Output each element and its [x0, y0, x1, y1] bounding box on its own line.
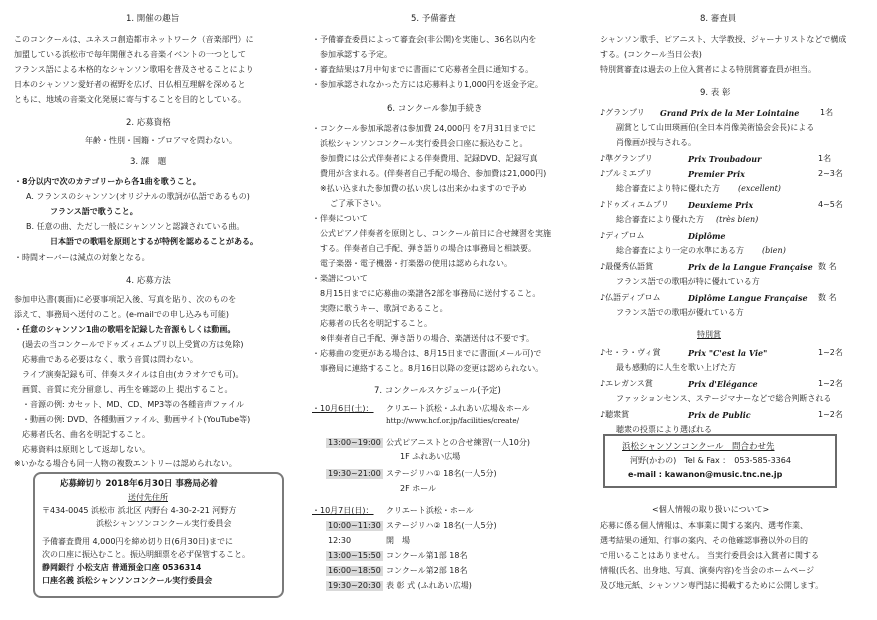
award-french: Prix "C'est la Vie" — [688, 348, 768, 358]
section-2-text: 年齢・性別・国籍・プロアマを問わない。 — [85, 136, 237, 145]
section-7-title: 7. コンクールスケジュール(予定) — [374, 386, 501, 396]
send-to-label: 送付先住所 — [128, 493, 168, 502]
award-count: 1~2名 — [818, 379, 843, 388]
award-desc: フランス語での歌唱が特に優れている方 — [616, 277, 760, 286]
section-5-line: ・審査結果は7月中旬までに書面にて応募者全員に通知する。 — [312, 65, 534, 74]
day1-date: ・10月6日(土)： — [312, 404, 374, 413]
section-4-line: ライブ演奏記録も可、伴奏スタイルは自由(カラオケでも可)。 — [22, 370, 244, 379]
section-2-title: 2. 応募資格 — [126, 118, 171, 128]
section-6-line: 参加費には公式伴奏者による伴奏費用、記録DVD、記録写真 — [320, 154, 538, 163]
account-name: 口座名義 浜松シャンソンコンクール実行委員会 — [42, 576, 213, 585]
section-6-line: ・楽譜について — [312, 274, 368, 283]
section-4-line: 応募資料は原則として返却しない。 — [22, 445, 150, 454]
award-french: Prix de Public — [688, 410, 751, 420]
award-name: ♪聴衆賞 — [600, 410, 630, 419]
award-french: Grand Prix de la Mer Lointaine — [660, 108, 800, 118]
award-count: 2~3名 — [818, 169, 843, 178]
schedule-desc: ステージリハ② 18名(一人5分) — [386, 521, 497, 530]
award-desc: 総合審査により一定の水準にある方 — [616, 246, 744, 255]
day1-venue: クリエート浜松・ふれあい広場＆ホール — [386, 404, 530, 413]
section-1-line: フランス語による本格的なシャンソン歌唱を普及させることにより — [14, 65, 254, 74]
day2-date: ・10月7日(日)： — [312, 506, 374, 515]
privacy-line: 及び地元紙、シャンソン専門誌に掲載するために公開します。 — [600, 581, 824, 590]
section-3-line: 日本語での歌唱を原則とするが特例を認めることがある。 — [50, 237, 258, 246]
section-6-line: 公式ピアノ伴奏者を原則とし、コンクール前日に合せ練習を実施 — [320, 229, 552, 238]
section-6-line: 費用が含まれる。(伴奏者自己手配の場合、参加費は21,000円) — [320, 169, 547, 178]
award-french: Diplôme — [688, 231, 726, 241]
section-6-line: する。伴奏者自己手配、弾き語りの場合は事務局と相談要。 — [320, 244, 536, 253]
section-6-line: ※払い込まれた参加費の払い戻しは出来かねますので予め — [320, 184, 527, 193]
section-1-line: ともに、地域の音楽文化発展に寄与することを目的としている。 — [14, 95, 246, 104]
section-3-line: A. フランスのシャンソン(オリジナルの歌詞が仏語であるもの) — [26, 192, 250, 201]
award-desc: 肖像画が授与される。 — [616, 138, 696, 147]
award-name: ♪ディプロム — [600, 231, 645, 240]
section-3-line: ・時間オーバーは減点の対象となる。 — [14, 253, 150, 262]
schedule-time: 12:30 — [328, 536, 352, 545]
section-8-line: 特別賞審査は過去の上位入賞者による特別賞審査員が担当。 — [600, 65, 816, 74]
schedule-sub: 1F ふれあい広場 — [400, 452, 461, 461]
deadline-title: 応募締切り 2018年6月30日 事務局必着 — [60, 479, 218, 489]
contact-email[interactable]: e-mail : kawanon@music.tnc.ne.jp — [628, 470, 783, 479]
award-name: ♪セ・ラ・ヴィ賞 — [600, 348, 661, 357]
special-awards-title: 特別賞 — [697, 330, 721, 339]
privacy-line: で用いることはありません。 当実行委員会は入賞者に関する — [600, 551, 820, 560]
committee-name: 浜松シャンソンコンクール実行委員会 — [96, 519, 232, 528]
contact-phone: 河野(かわの) Tel & Fax ： 053-585-3364 — [630, 456, 791, 465]
day1-url[interactable]: http://www.hcf.or.jp/facilities/create/ — [386, 416, 519, 425]
section-5-title: 5. 予備審査 — [411, 14, 456, 24]
section-3-title: 3. 課 題 — [130, 157, 167, 167]
schedule-time: 13:00~15:50 — [328, 551, 381, 560]
award-desc: フランス語での歌唱が優れている方 — [616, 308, 744, 317]
award-tag: (excellent) — [738, 184, 781, 193]
day2-venue: クリエート浜松・ホール — [386, 506, 474, 515]
section-6-line: 8月15日までに応募曲の楽譜各2部を事務局に送付すること。 — [320, 289, 541, 298]
bank-account: 静岡銀行 小松支店 普通預金口座 0536314 — [42, 563, 202, 572]
section-6-line: 浜松シャンソンコンクール実行委員会口座に振込むこと。 — [320, 139, 528, 148]
contact-title: 浜松シャンソンコンクール 問合わせ先 — [622, 442, 775, 452]
section-1-title: 1. 開催の趣旨 — [126, 14, 180, 24]
section-4-line: ・任意のシャンソン1曲の歌唱を記録した音源もしくは動画。 — [14, 325, 236, 334]
schedule-desc: ステージリハ① 18名(一人5分) — [386, 469, 497, 478]
award-count: 1~2名 — [818, 348, 843, 357]
privacy-title: <個人情報の取り扱いについて> — [652, 505, 770, 514]
section-1-line: 日本のシャンソン愛好者の裾野を広げ、日仏相互理解を深めると — [14, 80, 246, 89]
schedule-time: 10:00~11:30 — [328, 521, 381, 530]
section-3-line: フランス語で歌うこと。 — [50, 207, 138, 216]
schedule-time: 19:30~20:30 — [328, 581, 381, 590]
award-count: 数 名 — [818, 262, 837, 271]
section-6-line: 電子楽器・電子機器・打楽器の使用は認められない。 — [320, 259, 512, 268]
award-desc: ファッションセンス、ステージマナーなどで総合判断される — [616, 394, 832, 403]
award-count: 1~2名 — [818, 410, 843, 419]
schedule-desc: コンクール第1部 18名 — [386, 551, 468, 560]
schedule-desc: 表 彰 式 (ふれあい広場) — [386, 581, 472, 590]
section-8-line: する。(コンクール当日公表) — [600, 50, 702, 59]
section-8-line: シャンソン歌手、ピアニスト、大学教授、ジャーナリストなどで構成 — [600, 35, 847, 44]
award-french: Prix Troubadour — [688, 154, 762, 164]
award-name: ♪プルミエプリ — [600, 169, 653, 178]
award-count: 1名 — [818, 154, 832, 163]
award-french: Prix de la Langue Française — [688, 262, 813, 272]
schedule-sub: 2F ホール — [400, 484, 437, 493]
award-name: ♪ドゥズィエムプリ — [600, 200, 669, 209]
award-tag: (très bien) — [716, 215, 759, 224]
section-6-line: 実際に歌うキー、歌詞であること。 — [320, 304, 448, 313]
section-4-title: 4. 応募方法 — [126, 276, 171, 286]
section-4-line: ・動画の例: DVD、各種動画ファイル、動画サイト(YouTube等) — [22, 415, 251, 424]
section-6-line: ご了承下さい。 — [330, 199, 386, 208]
section-6-line: 応募者の氏名を明記すること。 — [320, 319, 432, 328]
award-french: Prix d'Elégance — [688, 379, 758, 389]
section-5-line: 参加承認する予定。 — [320, 50, 392, 59]
award-desc: 副賞として山田瑛画伯(全日本肖像美術協会会長)による — [616, 123, 815, 132]
section-4-line: ・音源の例: カセット、MD、CD、MP3等の各種音声ファイル — [22, 400, 244, 409]
award-desc: 最も感動的に人生を歌い上げた方 — [616, 363, 736, 372]
fee-line: 次の口座に振込むこと。振込明細票を必ず保管すること。 — [42, 550, 250, 559]
award-desc: 聴衆の投票により選ばれる — [616, 425, 712, 434]
section-6-line: ・応募曲の変更がある場合は、8月15日までに書面(メール可)で — [312, 349, 542, 358]
section-4-line: 添えて、事務局へ送付のこと。(e-mailでの申し込みも可能) — [14, 310, 230, 319]
award-count: 数 名 — [818, 293, 837, 302]
award-french: Deuxieme Prix — [688, 200, 754, 210]
award-name: ♪仏語ディプロム — [600, 293, 661, 302]
award-tag: (bien) — [762, 246, 786, 255]
schedule-time: 13:00~19:00 — [328, 438, 381, 447]
section-4-line: 応募者氏名、曲名を明記すること。 — [22, 430, 150, 439]
section-4-line: 参加申込書(裏面)に必要事項記入後、写真を貼り、次のものを — [14, 295, 237, 304]
award-name: ♪エレガンス賞 — [600, 379, 653, 388]
schedule-desc: 公式ピアニストとの合せ練習(一人10分) — [386, 438, 531, 447]
privacy-line: 選考結果の通知、行事の案内、その他確認事務以外の目的 — [600, 536, 808, 545]
section-5-line: ・予備審査委員によって審査会(非公開)を実施し、36名以内を — [312, 35, 537, 44]
schedule-time: 16:00~18:50 — [328, 566, 381, 575]
award-name: ♪グランプリ — [600, 108, 645, 117]
award-desc: 総合審査により優れた方 — [616, 215, 704, 224]
section-4-line: 画質、音質に充分留意し、再生を確認の上 提出すること。 — [22, 385, 233, 394]
section-4-line: (過去の当コンクールでドゥズィエムプリ以上受賞の方は免除) — [22, 340, 244, 349]
section-8-title: 8. 審査員 — [700, 14, 737, 24]
award-desc: 総合審査により特に優れた方 — [616, 184, 720, 193]
section-6-title: 6. コンクール参加手続き — [387, 104, 483, 114]
privacy-line: 応募に係る個人情報は、本事業に関する案内、選考作業、 — [600, 521, 808, 530]
section-6-line: ・伴奏について — [312, 214, 368, 223]
privacy-line: 情報(氏名、出身地、写真、演奏内容)を当会のホームページ — [600, 566, 815, 575]
fee-line: 予備審査費用 4,000円を締め切り日(6月30日)までに — [42, 537, 233, 546]
award-name: ♪準グランプリ — [600, 154, 653, 163]
section-6-line: ※伴奏者自己手配、弾き語りの場合、楽譜送付は不要です。 — [320, 334, 535, 343]
section-4-line: 応募曲である必要はなく、歌う音質は問わない。 — [22, 355, 198, 364]
section-4-line: ※いかなる場合も同一人物の複数エントリーは認められない。 — [14, 459, 237, 468]
award-name: ♪最優秀仏語賞 — [600, 262, 654, 271]
section-3-line: B. 任意の曲、ただし一般にシャンソンと認識されている曲。 — [26, 222, 245, 231]
award-count: 4~5名 — [818, 200, 843, 209]
section-5-line: ・参加承認されなかった方には応募料より1,000円を返金予定。 — [312, 80, 543, 89]
award-count: 1名 — [820, 108, 834, 117]
section-6-line: 事務局に連絡すること。8月16日以降の変更は認められない。 — [320, 364, 544, 373]
schedule-desc: コンクール第2部 18名 — [386, 566, 468, 575]
schedule-time: 19:30~21:00 — [328, 469, 381, 478]
section-9-title: 9. 表 彰 — [700, 88, 731, 98]
section-6-line: ・コンクール参加承認者は参加費 24,000円 を7月31日までに — [312, 124, 537, 133]
award-french: Premier Prix — [688, 169, 745, 179]
award-french: Diplôme Langue Française — [688, 293, 808, 303]
address: 〒434-0045 浜松市 浜北区 内野台 4-30-2-21 河野方 — [42, 506, 237, 515]
schedule-desc: 開 場 — [386, 536, 410, 545]
section-1-line: 加盟している浜松市で毎年開催される音楽イベントの一つとして — [14, 50, 246, 59]
section-1-line: このコンクールは、ユネスコ創造都市ネットワーク（音楽部門）に — [14, 35, 254, 44]
section-3-line: ・8分以内で次のカテゴリーから各1曲を歌うこと。 — [14, 177, 201, 186]
